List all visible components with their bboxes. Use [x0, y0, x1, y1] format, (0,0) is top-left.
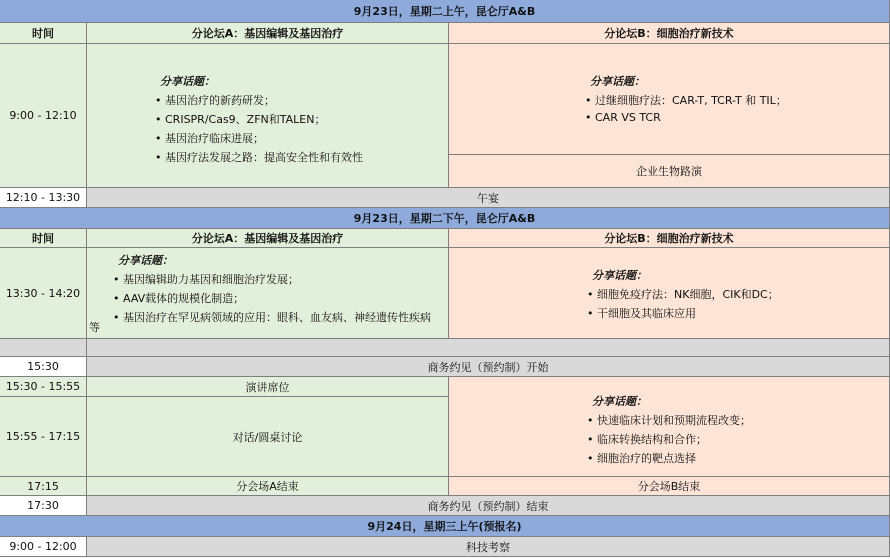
topic-label: 分享话题：	[118, 254, 173, 267]
time-column-header: 时间	[0, 23, 87, 44]
forum-a-header: 分论坛A：基因编辑及基因治疗	[87, 229, 449, 248]
day1-morning-title: 9月23日，星期二上午，昆仑厅A&B	[0, 0, 890, 23]
time-slot-day2: 9:00 - 12:00	[0, 537, 87, 557]
list-item-tail: 等	[89, 321, 100, 334]
list-item: • 基因疗法发展之路：提高安全性和有效性	[155, 149, 363, 165]
forum-b-late-session	[449, 377, 890, 477]
list-item: • 基因治疗临床进展；	[155, 130, 363, 146]
lunch-row: 午宴	[87, 188, 890, 208]
meeting-end-row: 商务约见（预约制）结束	[87, 496, 890, 516]
topic-label: 分享话题：	[592, 269, 647, 282]
list-item: • CAR VS TCR	[585, 111, 787, 124]
time-column-header: 时间	[0, 229, 87, 248]
spacer-cell	[0, 339, 87, 357]
time-slot-speech: 15:30 - 15:55	[0, 377, 87, 397]
forum-b-roadshow: 企业生物路演	[449, 155, 890, 188]
time-slot-meeting-end: 17:30	[0, 496, 87, 516]
time-slot-lunch: 12:10 - 13:30	[0, 188, 87, 208]
forum-a-speech: 演讲席位	[87, 377, 449, 397]
forum-b-header: 分论坛B：细胞治疗新技术	[449, 229, 890, 248]
time-slot-sessions-end: 17:15	[0, 477, 87, 496]
forum-b-afternoon-topics	[587, 267, 779, 324]
forum-b-end: 分会场B结束	[449, 477, 890, 496]
list-item: • 基因编辑助力基因和细胞治疗发展；	[113, 271, 431, 287]
list-item: • 基因治疗的新药研发；	[155, 92, 363, 108]
forum-a-header: 分论坛A：基因编辑及基因治疗	[87, 23, 449, 44]
topic-label: 分享话题：	[590, 75, 645, 88]
list-item: • 临床转换结构和合作；	[587, 431, 751, 447]
list-item: • AAV载体的规模化制造；	[113, 290, 431, 306]
site-visit-row: 科技考察	[87, 537, 890, 557]
forum-b-morning-session	[449, 44, 890, 155]
list-item: • CRISPR/Cas9、ZFN和TALEN；	[155, 111, 363, 127]
list-item: • 过继细胞疗法：CAR-T, TCR-T 和 TIL；	[585, 92, 787, 108]
list-item: • 基因治疗在罕见病领域的应用：眼科、血友病、神经遗传性疾病	[113, 309, 431, 325]
list-item: • 细胞治疗的靶点选择	[587, 450, 751, 466]
time-slot-meeting-start: 15:30	[0, 357, 87, 377]
day1-afternoon-title: 9月23日，星期二下午，昆仑厅A&B	[0, 208, 890, 229]
day2-morning-title: 9月24日，星期三上午(预报名)	[0, 516, 890, 537]
forum-a-end: 分会场A结束	[87, 477, 449, 496]
forum-b-late-topics	[587, 393, 751, 469]
forum-a-morning-session	[87, 44, 449, 188]
forum-a-panel: 对话/圆桌讨论	[87, 397, 449, 477]
topic-label: 分享话题：	[160, 75, 215, 88]
list-item: • 干细胞及其临床应用	[587, 305, 779, 321]
time-slot-panel: 15:55 - 17:15	[0, 397, 87, 477]
forum-a-afternoon-topics	[113, 252, 431, 328]
forum-a-afternoon-session	[87, 248, 449, 339]
list-item: • 细胞免疫疗法：NK细胞，CIK和DC；	[587, 286, 779, 302]
list-item: • 快速临床计划和预期流程改变；	[587, 412, 751, 428]
forum-a-morning-topics	[155, 73, 363, 168]
time-slot-afternoon: 13:30 - 14:20	[0, 248, 87, 339]
spacer-row	[87, 339, 890, 357]
forum-b-header: 分论坛B：细胞治疗新技术	[449, 23, 890, 44]
meeting-start-row: 商务约见（预约制）开始	[87, 357, 890, 377]
time-slot-morning: 9:00 - 12:10	[0, 44, 87, 188]
forum-b-morning-topics	[585, 73, 787, 127]
forum-b-afternoon-session	[449, 248, 890, 339]
topic-label: 分享话题：	[592, 395, 647, 408]
